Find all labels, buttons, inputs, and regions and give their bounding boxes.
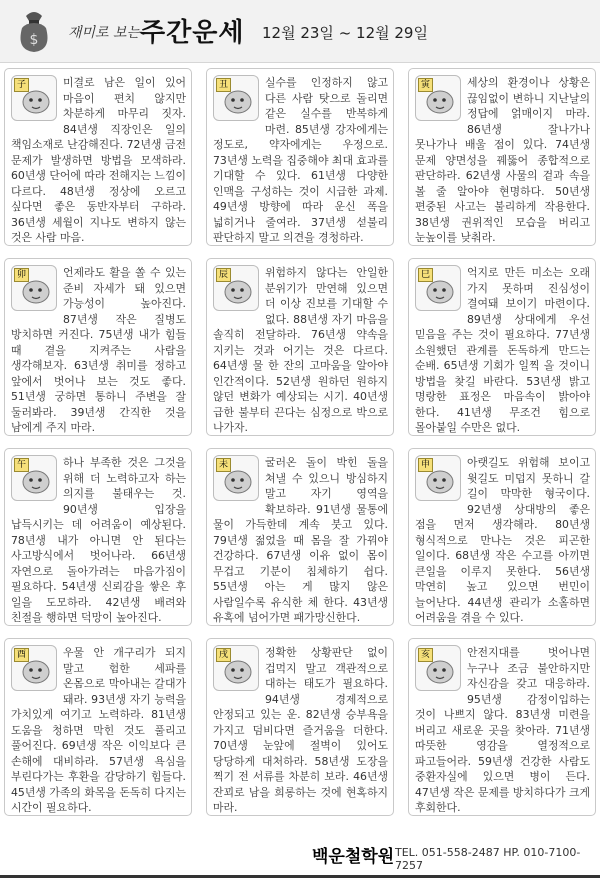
zodiac-card — [4, 258, 192, 436]
fortune-text: 아랫길도 위험해 보이고 윗길도 미덥지 못하니 갈 길이 막막한 형국이다. 92년생 상대방의 좋은 점을 먼저 생각해라. 80년생 형식적으로 만나는 것은 피곤한 일이다. 68년생 작은 수고를 아끼면 큰일을 이루지 못한다. 56년생 막연히 높고 있으면 번민이 늘어난다. 44년생 관리가 소홀하면 어려움을 겪을 수 있다. — [415, 456, 590, 624]
zodiac-card — [408, 68, 596, 246]
fortune-text: 언제라도 활을 쏠 수 있는 준비 자세가 돼 있으면 가능성이 높아진다. 87년생 작은 질병도 방치하면 커진다. 75년생 내가 힘들 때 곁을 지켜주는 사람을 생각해보자. 63년생 취미를 정하고 앞에서 벗어나 보는 것도 좋다. 51년생 궁하면 통하니 주변을 잘 둘러봐라. 39년생 간직한 것을 남에게 주지 마라. — [11, 266, 186, 434]
snake-icon — [415, 265, 461, 311]
zodiac-hanja: 辰 — [216, 268, 231, 282]
fortune-text: 억지로 만든 미소는 오래 가지 못하며 진심성이 결여돼 보이기 마련이다. 89년생 상대에게 우선 믿음을 주는 것이 필요하다. 77년생 소원했던 관계를 돈독하게 만드는 순배. 65년생 기회가 일찍 올 것이니 방법을 찾길 바란다. 53년생 밝고 명랑한 표정은 마음속이 밝아야 한다. 41년생 무조건 힘으로 몰아붙일 수만은 없다. — [415, 266, 590, 434]
ox-icon — [213, 75, 259, 121]
fortune-text: 미결로 남은 일이 있어 마음이 편치 않지만 차분하게 마무리 짓자. 84년생 직장인은 일의 책임소재로 난감해진다. 72년생 금전 문제가 발생하면 방법을 모색하라. 60년생 단어에 따라 전해지는 느낌이 다르다. 48년생 정상에 오르고 싶다면 좋은 동반자부터 구하라. 36년생 세월이 지나도 변하지 않는 것은 사람 마음. — [11, 76, 186, 244]
zodiac-hanja: 亥 — [418, 648, 433, 662]
footer — [0, 830, 600, 878]
contact-info: TEL. 051-558-2487 HP. 010-7100-7257 — [395, 846, 581, 872]
header — [0, 0, 600, 63]
svg-text:$: $ — [29, 32, 39, 48]
zodiac-card — [4, 638, 192, 816]
zodiac-card — [408, 448, 596, 626]
zodiac-hanja: 未 — [216, 458, 231, 472]
rabbit-icon — [11, 265, 57, 311]
zodiac-hanja: 戌 — [216, 648, 231, 662]
fortune-text: 정확한 상황판단 없이 겁먹지 말고 객관적으로 대하는 태도가 필요하다. 94년생 경제적으로 안정되고 있는 운. 82년생 승부욕을 가지고 덤비다면 즐거움을 더한다. 70년생 눈앞에 절벽이 있어도 당당하게 대처하라. 58년생 도장을 찍기 전 서류를 차분히 보라. 46년생 잔꾀로 남을 희롱하는 것에 현혹하지 마라. — [213, 646, 388, 814]
fortune-text: 굴러온 돌이 박힌 돌을 쳐낼 수 있으니 방심하지 말고 자기 영역을 확보하라. 91년생 물통에 물이 가득한데 계속 붓고 있다. 79년생 젊었을 때 몸을 잘 가꿔야 건강하다. 67년생 이유 없이 몸이 무겁고 기분이 침체하기 쉽다. 55년생 아는 게 많지 않은 사람일수록 유식한 체 한다. 43년생 유혹에 넘어가면 패가망신한다. — [213, 456, 388, 624]
horse-icon — [11, 455, 57, 501]
zodiac-hanja: 丑 — [216, 78, 231, 92]
rooster-icon — [11, 645, 57, 691]
fortune-text: 실수를 인정하지 않고 다른 사람 탓으로 돌리면 같은 실수를 반복하게 마련. 85년생 강자에게는 정도로, 약자에게는 우정으로. 73년생 노력을 집중해야 최대 효과를 기대할 수 있다. 61년생 다양한 인맥을 구성하는 것이 시급한 과제. 49년생 방향에 따라 운신 폭을 넓히거나 줄여라. 37년생 섣불리 판단하지 말고 의견을 경청하라. — [213, 76, 388, 244]
page-title: 주간운세 — [140, 18, 245, 48]
fortune-text: 위험하지 않다는 안일한 분위기가 만연해 있으면 더 이상 진보를 기대할 수 없다. 88년생 자기 마음을 솔직히 전달하라. 76년생 약속을 지키는 것과 어기는 것은 다르다. 64년생 물 한 잔의 고마움을 알아야 인간적이다. 52년생 원하던 원하지 않던 변화가 예상되는 시기. 40년생 급한 불부터 끈다는 심정으로 박으로 나가자. — [213, 266, 388, 434]
tiger-icon — [415, 75, 461, 121]
sheep-icon — [213, 455, 259, 501]
zodiac-card — [206, 448, 394, 626]
academy-name: 백운철학원 — [312, 847, 395, 867]
dragon-icon — [213, 265, 259, 311]
fortune-text: 세상의 환경이나 상황은 끊임없이 변하니 지난날의 정답에 얽매이지 마라. 86년생 잘나가나 못나가나 배울 점이 있다. 74년생 문제 양면성을 꿰뚫어 종합적으로 판단하라. 62년생 사물의 겉과 속을 볼 줄 알아야 현명하다. 50년생 편중된 사고는 불리하게 작용한다. 38년생 권위적인 모습을 버리고 눈높이를 낮춰라. — [415, 76, 590, 244]
rat-icon — [11, 75, 57, 121]
zodiac-hanja: 子 — [14, 78, 29, 92]
money-bag-icon — [12, 6, 56, 54]
zodiac-hanja: 卯 — [14, 268, 29, 282]
zodiac-hanja: 申 — [418, 458, 433, 472]
zodiac-card — [206, 258, 394, 436]
zodiac-card — [4, 68, 192, 246]
zodiac-card — [206, 68, 394, 246]
zodiac-card — [408, 258, 596, 436]
pig-icon — [415, 645, 461, 691]
subtitle: 재미로 보는 — [68, 25, 141, 41]
zodiac-hanja: 巳 — [418, 268, 433, 282]
fortune-text: 하나 부족한 것은 그것을 위해 더 노력하고자 하는 의지를 불태우는 것. 90년생 입장을 납득시키는 데 어려움이 예상된다. 78년생 내가 아니면 안 된다는 사고방식에서 벗어나라. 66년생 자연으로 돌아가려는 마음가짐이 필요하다. 54년생 신뢰감을 쌓은 후 일을 도모하라. 42년생 배려와 친절을 행하면 덕망이 높아진다. — [11, 456, 186, 624]
fortune-text: 우물 안 개구리가 되지 말고 험한 세파를 온몸으로 막아내는 갈대가 돼라. 93년생 자기 능력을 가치있게 여기고 노력하라. 81년생 도움을 청하면 막힌 것도 풀리고 풀어진다. 69년생 작은 이익보다 큰 손해에 대비하라. 57년생 욕심을 부린다가는 후환을 감당하기 힘들다. 45년생 가족의 화목을 돈독히 다지는 시간이 필요하다. — [11, 646, 186, 814]
fortune-text: 안전지대를 벗어나면 누구나 조금 불안하지만 자신감을 갖고 대응하라. 95년생 감정이입하는 것이 나쁘지 않다. 83년생 미련을 버리고 새로운 곳을 찾아라. 71년생 따뜻한 영감을 열정적으로 파고들어라. 59년생 건강한 사람도 중환자실에 있으면 병이 든다. 47년생 작은 문제를 방치하다가 크게 후회한다. — [415, 646, 590, 814]
zodiac-hanja: 酉 — [14, 648, 29, 662]
dog-icon — [213, 645, 259, 691]
zodiac-card — [206, 638, 394, 816]
zodiac-card — [408, 638, 596, 816]
date-range: 12월 23일 ~ 12월 29일 — [262, 24, 428, 42]
monkey-icon — [415, 455, 461, 501]
zodiac-hanja: 午 — [14, 458, 29, 472]
zodiac-card — [4, 448, 192, 626]
zodiac-grid — [4, 68, 596, 820]
zodiac-hanja: 寅 — [418, 78, 433, 92]
